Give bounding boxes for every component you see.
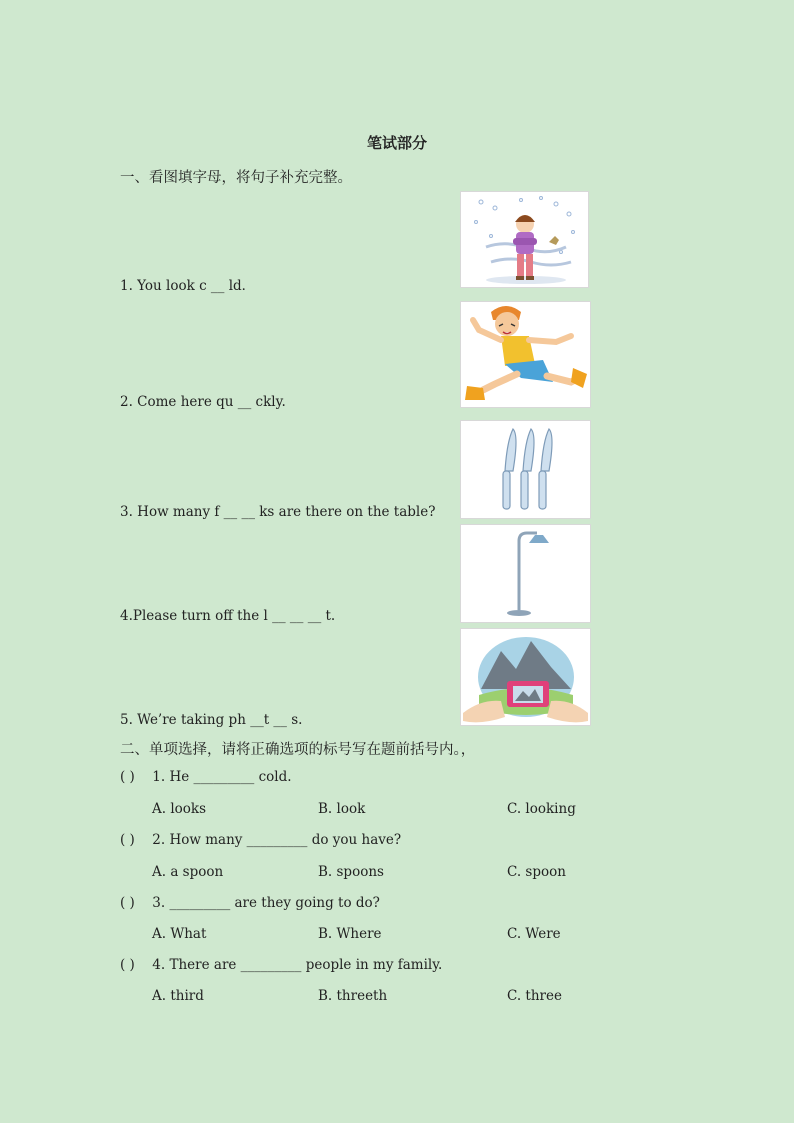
knives-picture bbox=[460, 420, 591, 519]
answer-paren[interactable]: ( ) bbox=[120, 895, 135, 911]
option-c: C. looking bbox=[507, 801, 576, 817]
answer-paren[interactable]: ( ) bbox=[120, 957, 135, 973]
option-c: C. three bbox=[507, 988, 562, 1004]
question-text: 1. He _________ cold. bbox=[152, 769, 292, 785]
answer-paren[interactable]: ( ) bbox=[120, 769, 135, 785]
camera-photo-picture bbox=[460, 628, 591, 726]
choice-question-2 bbox=[120, 832, 401, 848]
option-b: B. threeth bbox=[318, 988, 388, 1004]
option-a: A. What bbox=[152, 926, 207, 942]
option-b: B. spoons bbox=[318, 864, 384, 880]
fill-question-3: 3. How many f __ __ ks are there on the table? bbox=[120, 504, 436, 520]
question-text: 2. How many _________ do you have? bbox=[152, 832, 402, 848]
section1-heading: 一、看图填字母，将句子补充完整。 bbox=[120, 170, 352, 186]
lamp-picture bbox=[460, 524, 591, 623]
option-a: A. looks bbox=[152, 801, 207, 817]
option-c: C. spoon bbox=[507, 864, 566, 880]
section2-heading: 二、单项选择，请将正确选项的标号写在题前括号内。， bbox=[120, 742, 476, 758]
option-c: C. Were bbox=[507, 926, 561, 942]
fill-question-4: 4.Please turn off the l __ __ __ t. bbox=[120, 608, 336, 624]
question-text: 3. _________ are they going to do? bbox=[152, 895, 380, 911]
cold-girl-picture bbox=[460, 191, 589, 288]
fill-question-1: 1. You look c __ ld． bbox=[120, 278, 256, 294]
question-text: 4. There are _________ people in my family. bbox=[152, 957, 443, 973]
option-a: A. a spoon bbox=[152, 864, 224, 880]
answer-paren[interactable]: ( ) bbox=[120, 832, 135, 848]
option-b: B. Where bbox=[318, 926, 382, 942]
fill-question-2: 2. Come here qu __ ckly. bbox=[120, 394, 286, 410]
choice-question-3 bbox=[120, 895, 380, 911]
choice-question-1 bbox=[120, 769, 292, 785]
fill-question-5: 5. We’re taking ph __t __ s. bbox=[120, 712, 303, 728]
choice-question-4 bbox=[120, 957, 442, 973]
page-title: 笔试部分 bbox=[366, 134, 427, 152]
running-boy-picture bbox=[460, 301, 591, 408]
option-a: A. third bbox=[152, 988, 204, 1004]
option-b: B. look bbox=[318, 801, 366, 817]
